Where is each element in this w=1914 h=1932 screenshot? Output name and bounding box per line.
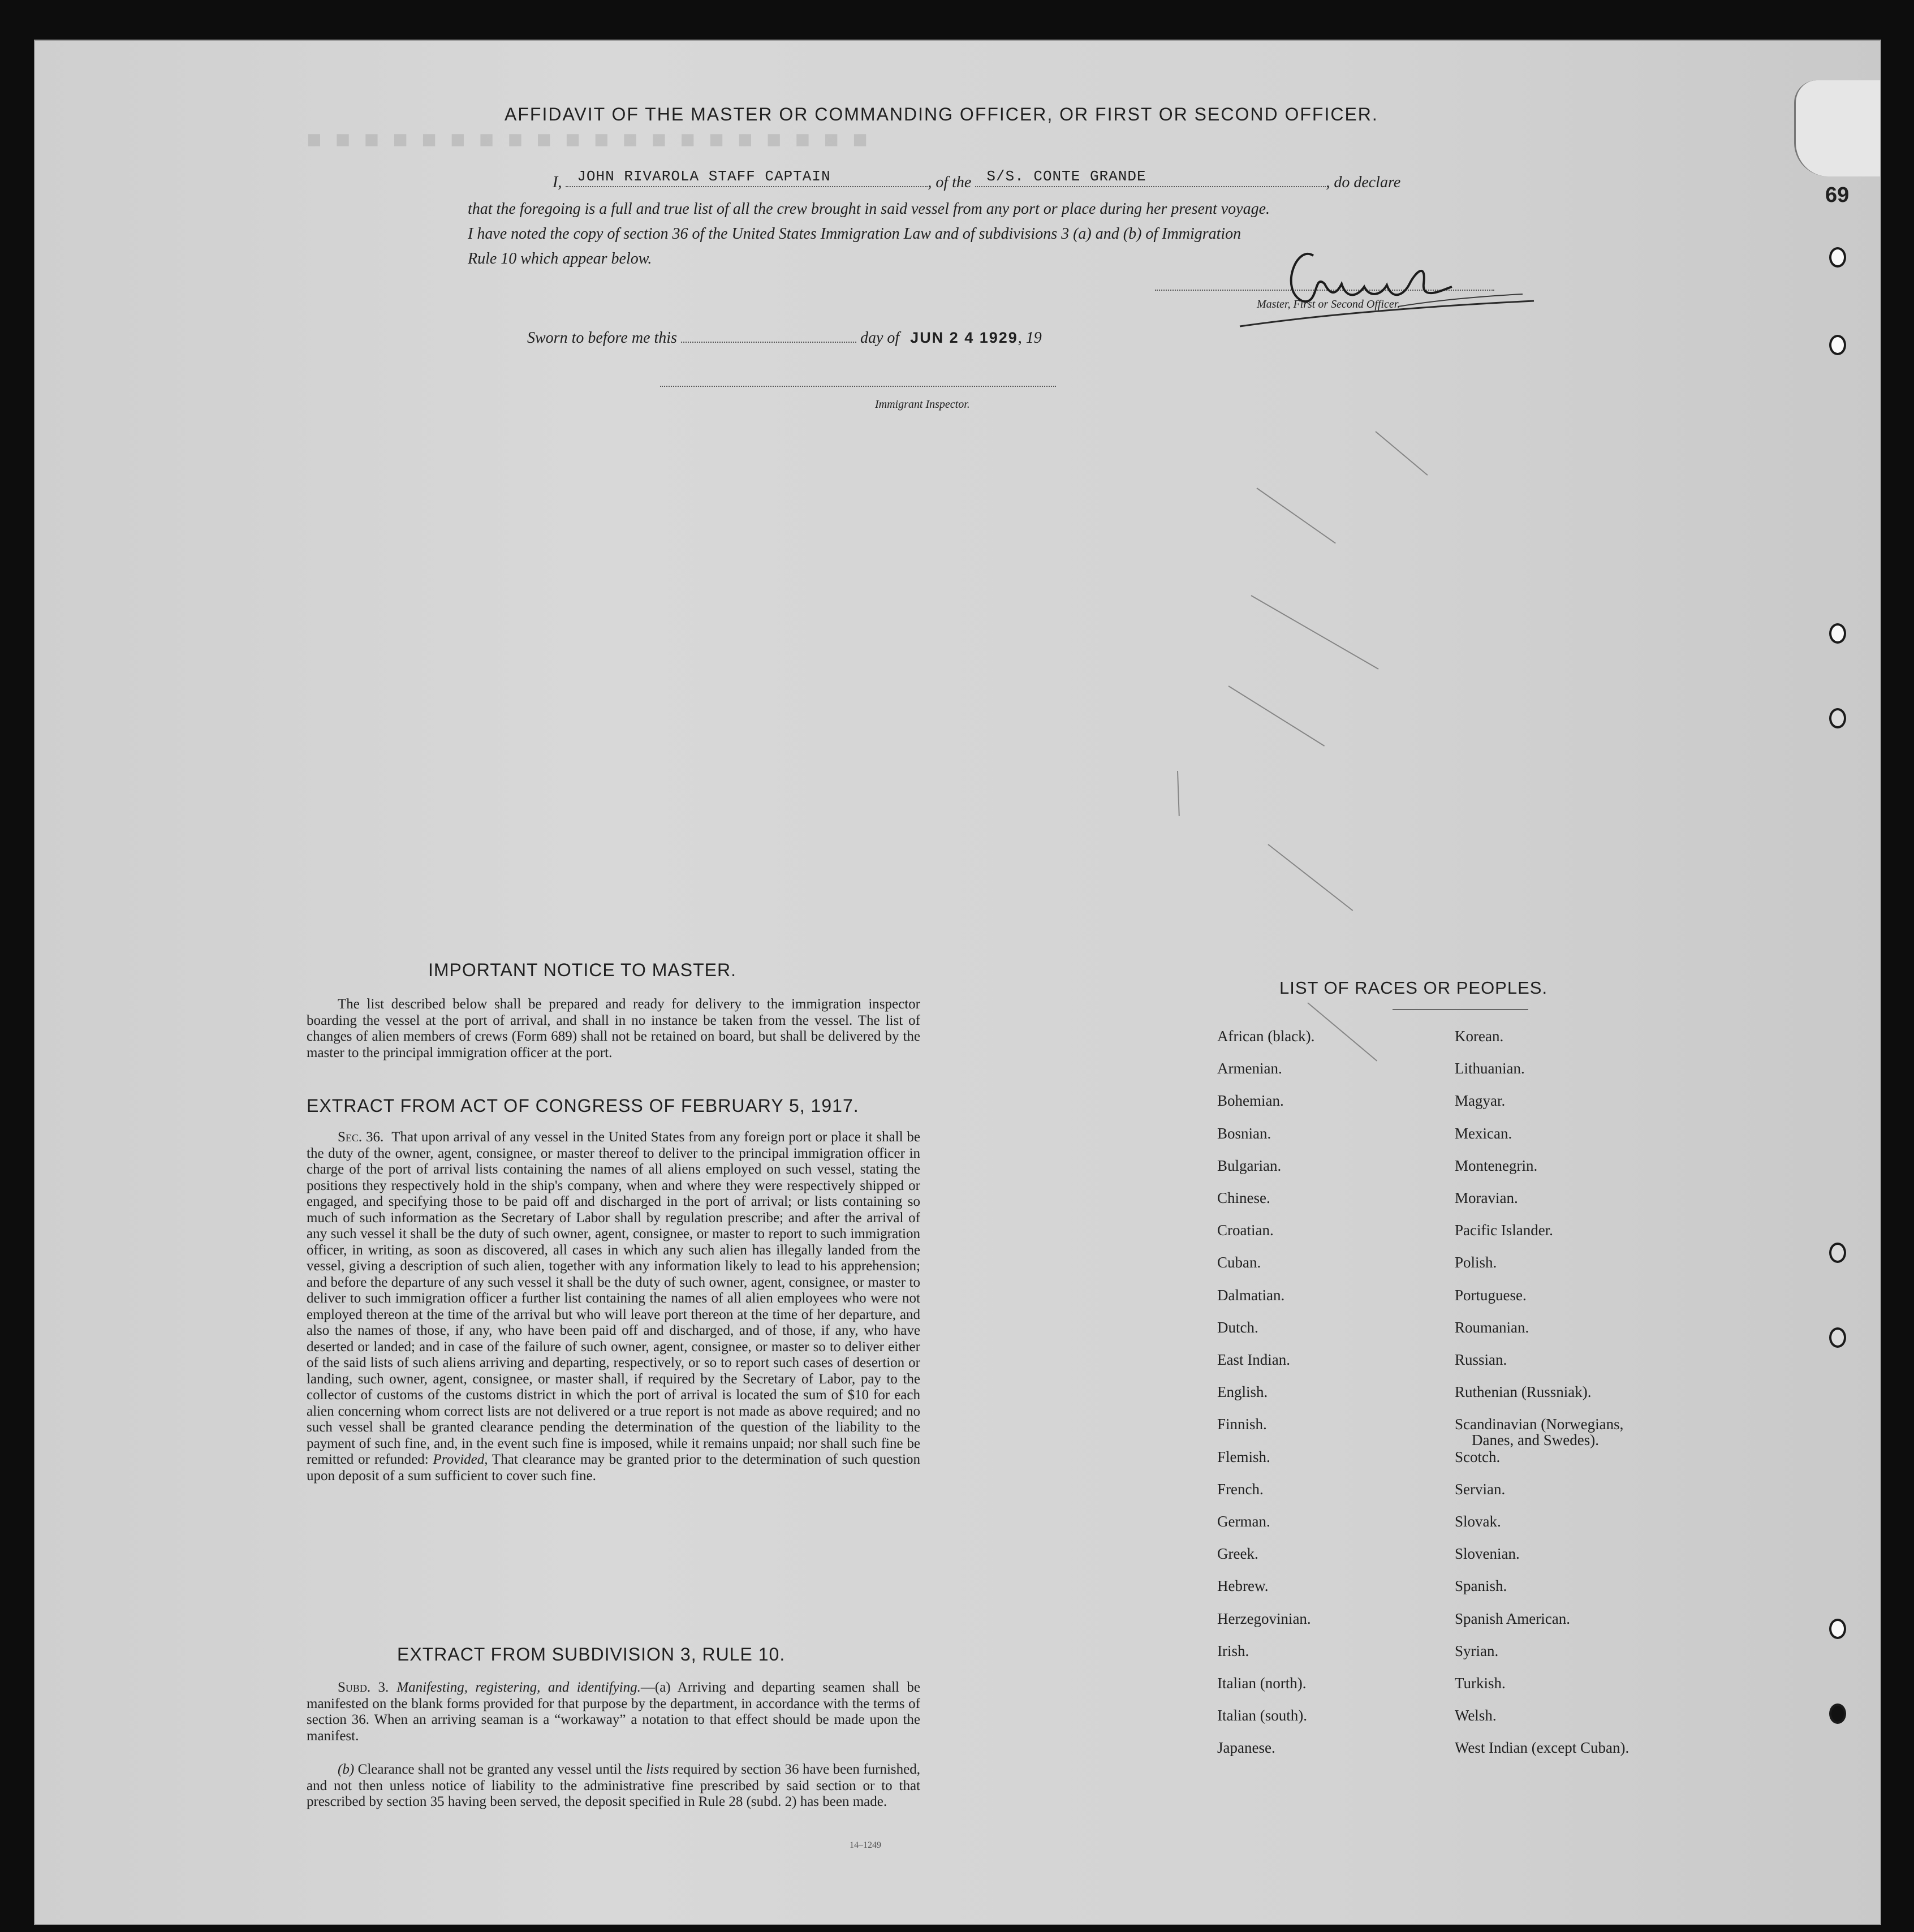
race-item: Lithuanian. <box>1455 1060 1525 1077</box>
sworn-line <box>527 329 1042 347</box>
master-name-field <box>566 168 928 187</box>
master-name: JOHN RIVAROLA STAFF CAPTAIN <box>577 168 831 185</box>
do-declare-label: , do declare <box>1326 174 1401 191</box>
torn-paper-edge <box>1794 80 1881 176</box>
extract-rule-para-a <box>307 1680 920 1744</box>
binder-hole <box>1829 335 1846 355</box>
para-a-text: —(a) Arriving and departing seamen shall be manifested on the blank forms provided for that purpose by the department, in accordance with the terms of section 36. When an arriving seaman is a “workaway” a notation to that effect should be made upon the manifest. <box>307 1680 920 1744</box>
para-b-label: (b) <box>338 1762 355 1777</box>
inspector-signature-line <box>660 386 1056 387</box>
races-title: LIST OF RACES OR PEOPLES. <box>1279 978 1548 998</box>
sworn-day-field <box>681 342 856 343</box>
scan-mark <box>1228 685 1325 747</box>
affidavit-line-3: I have noted the copy of section 36 of the United States Immigration Law and of subdivisions 3 (a) and (b) of Immigration <box>468 225 1241 243</box>
race-item: Scotch. <box>1455 1448 1501 1465</box>
scan-mark <box>1307 1002 1377 1061</box>
race-item: Greek. <box>1217 1545 1258 1563</box>
race-item: Roumanian. <box>1455 1318 1529 1336</box>
race-item: Pacific Islander. <box>1455 1222 1553 1239</box>
notice-title: IMPORTANT NOTICE TO MASTER. <box>428 960 736 980</box>
sec-label: Sec. 36. <box>338 1129 384 1145</box>
date-stamp: JUN 2 4 1929 <box>910 329 1018 346</box>
of-the-label: , of the <box>928 174 972 191</box>
race-item: Bohemian. <box>1217 1092 1284 1110</box>
year-suffix: , 19 <box>1018 329 1042 347</box>
race-item: Polish. <box>1455 1254 1497 1271</box>
master-signature <box>1228 222 1545 335</box>
race-item: Croatian. <box>1217 1222 1274 1239</box>
subd-label: Subd. 3. <box>338 1680 389 1695</box>
race-item: Slovenian. <box>1455 1545 1520 1563</box>
scan-mark <box>1256 488 1335 544</box>
race-item: Welsh. <box>1455 1707 1497 1724</box>
race-item: French. <box>1217 1480 1264 1498</box>
race-item: Dalmatian. <box>1217 1286 1285 1304</box>
sworn-label: Sworn to before me this <box>527 329 677 347</box>
race-item: Finnish. <box>1217 1416 1267 1433</box>
extract-rule-title: EXTRACT FROM SUBDIVISION 3, RULE 10. <box>397 1644 786 1664</box>
affidavit-line-4: Rule 10 which appear below. <box>468 250 652 268</box>
race-item: Mexican. <box>1455 1124 1512 1142</box>
day-of-label: day of <box>860 329 900 347</box>
bleed-through: ■ ■ ■ ■ ■ ■ ■ ■ ■ ■ ■ ■ ■ ■ ■ ■ ■ ■ ■ ■ <box>307 126 871 153</box>
race-item: Chinese. <box>1217 1189 1270 1206</box>
race-item: Korean. <box>1455 1028 1504 1045</box>
affidavit-line-2: that the foregoing is a full and true list of all the crew brought in said vessel from any port or place during her present voyage. <box>468 200 1270 218</box>
affidavit-title: AFFIDAVIT OF THE MASTER OR COMMANDING OFFICER, OR FIRST OR SECOND OFFICER. <box>505 104 1378 124</box>
race-item: Japanese. <box>1217 1739 1275 1757</box>
vessel-name: S/S. CONTE GRANDE <box>986 168 1146 185</box>
race-item: German. <box>1217 1513 1270 1530</box>
race-item: Irish. <box>1217 1642 1249 1659</box>
race-item: Scandinavian (Norwegians, <box>1455 1416 1624 1433</box>
binder-hole <box>1829 1327 1846 1348</box>
binder-hole <box>1829 1619 1846 1639</box>
race-item: Dutch. <box>1217 1318 1258 1336</box>
page-number: 69 <box>1825 183 1850 207</box>
race-item: Slovak. <box>1455 1513 1501 1530</box>
binder-hole <box>1829 1243 1846 1263</box>
scan-mark <box>1251 595 1379 670</box>
race-item: Bosnian. <box>1217 1124 1271 1142</box>
binder-hole <box>1829 247 1846 268</box>
race-item: Syrian. <box>1455 1642 1499 1659</box>
vessel-name-field <box>975 168 1326 187</box>
para-b-text-2: required by section 36 have been furnished, and not then unless notice of liability to the administrative fine prescribed by said section or to that prescribed by section 35 having been served, the deposit specified in Rule 28 (subd. 2) has been made. <box>307 1762 920 1809</box>
race-item: Flemish. <box>1217 1448 1270 1465</box>
race-item: English. <box>1217 1383 1268 1401</box>
race-item: African (black). <box>1217 1028 1315 1045</box>
race-item: Cuban. <box>1217 1254 1261 1271</box>
race-item: Hebrew. <box>1217 1577 1269 1595</box>
extract-act-title: EXTRACT FROM ACT OF CONGRESS OF FEBRUARY 5, 1917. <box>307 1096 859 1116</box>
provided-word: Provided, <box>433 1452 488 1467</box>
scan-mark <box>1177 771 1180 816</box>
race-item: Italian (south). <box>1217 1707 1307 1724</box>
race-item: Portuguese. <box>1455 1286 1527 1304</box>
signature-caption: Master, First or Second Officer. <box>1257 298 1400 310</box>
race-item: East Indian. <box>1217 1351 1290 1368</box>
scan-mark <box>1375 431 1428 476</box>
race-item: Moravian. <box>1455 1189 1518 1206</box>
inspector-caption: Immigrant Inspector. <box>875 398 970 411</box>
race-item: Armenian. <box>1217 1060 1282 1077</box>
sec-36-text: That upon arrival of any vessel in the United States from any foreign port or place it shall be the duty of the owner, agent, consignee, or master thereof to deliver to the principal immigration officer in charge of the port of arrival lists containing the names of all aliens employed on such vessel, stating the positions they respectively hold in the ship's company, when and where they were respectively shipped or engaged, and specifying those to be paid off and discharged in the port of arrival; or lists containing so much of such information as the Secretary of Labor shall by regulation prescribe; and after the arrival of any such vessel it shall be the duty of such owner, agent, consignee, or master to report to such immigration officer, in writing, as soon as discovered, all cases in which any such alien has illegally landed from the vessel, giving a description of such alien, together with any information likely to lead to his apprehension; and before the departure of any such vessel it shall be the duty of such owner, agent, consignee, or master to deliver to such immigration officer a further list containing the names of all alien employees who were not employed thereon at the time of the arrival but who will leave port thereon at the time of her departure, and also the names of those, if any, who have been paid off and discharged, and of those, if any, who have deserted or landed; and in case of the failure of such owner, agent, consignee, or master so to deliver either of the said lists of such aliens arriving and departing, respectively, or so to report such cases of desertion or landing, such owner, agent, consignee, or master shall, if required by the Secretary of Labor, pay to the collector of customs of the customs district in which the port of arrival is located the sum of $10 for each alien concerning whom correct lists are not delivered or a true report is not made as above required; and no such vessel shall be granted clearance pending the determination of the question of the liability to the payment of such fine, and, in the event such fine is imposed, while it remains unpaid; nor shall such fine be remitted or refunded: <box>307 1129 921 1467</box>
race-item: Russian. <box>1455 1351 1507 1368</box>
race-item: Herzegovinian. <box>1217 1610 1311 1627</box>
race-item: Turkish. <box>1455 1675 1506 1692</box>
race-item: Bulgarian. <box>1217 1157 1282 1174</box>
subd-heading: Manifesting, registering, and identifying. <box>396 1680 641 1695</box>
race-item: Magyar. <box>1455 1092 1506 1110</box>
race-item: Danes, and Swedes). <box>1472 1431 1599 1449</box>
scan-mark <box>1268 844 1353 911</box>
sec-36-text-end: That clearance may be granted prior to the determination of such question upon deposit of a sum sufficient to cover such fine. <box>307 1452 921 1484</box>
race-item: Spanish American. <box>1455 1610 1570 1627</box>
extract-rule-para-b <box>307 1762 920 1810</box>
race-item: Montenegrin. <box>1455 1157 1538 1174</box>
notice-body: The list described below shall be prepared and ready for delivery to the immigration inspector boarding the vessel at the port of arrival, and shall in no instance be taken from the vessel. The list of changes of alien members of crews (Form 689) shall not be retained on board, but shall be delivered by the master to the principal immigration officer at the port. <box>307 997 920 1060</box>
document-page <box>34 40 1881 1925</box>
races-title-rule <box>1393 1009 1528 1010</box>
binder-hole <box>1829 708 1846 728</box>
binder-hole <box>1829 1704 1846 1724</box>
i-label: I, <box>553 174 562 191</box>
lists-word: lists <box>646 1762 669 1777</box>
print-mark: 14–1249 <box>850 1840 881 1850</box>
race-item: Italian (north). <box>1217 1675 1307 1692</box>
extract-act-body <box>307 1129 920 1484</box>
affidavit-line-1 <box>553 168 1401 192</box>
race-item: Servian. <box>1455 1480 1506 1498</box>
race-item: Ruthenian (Russniak). <box>1455 1383 1592 1401</box>
race-item: West Indian (except Cuban). <box>1455 1739 1630 1757</box>
binder-hole <box>1829 623 1846 644</box>
race-item: Spanish. <box>1455 1577 1507 1595</box>
para-b-text-1: Clearance shall not be granted any vessel until the <box>357 1762 643 1777</box>
